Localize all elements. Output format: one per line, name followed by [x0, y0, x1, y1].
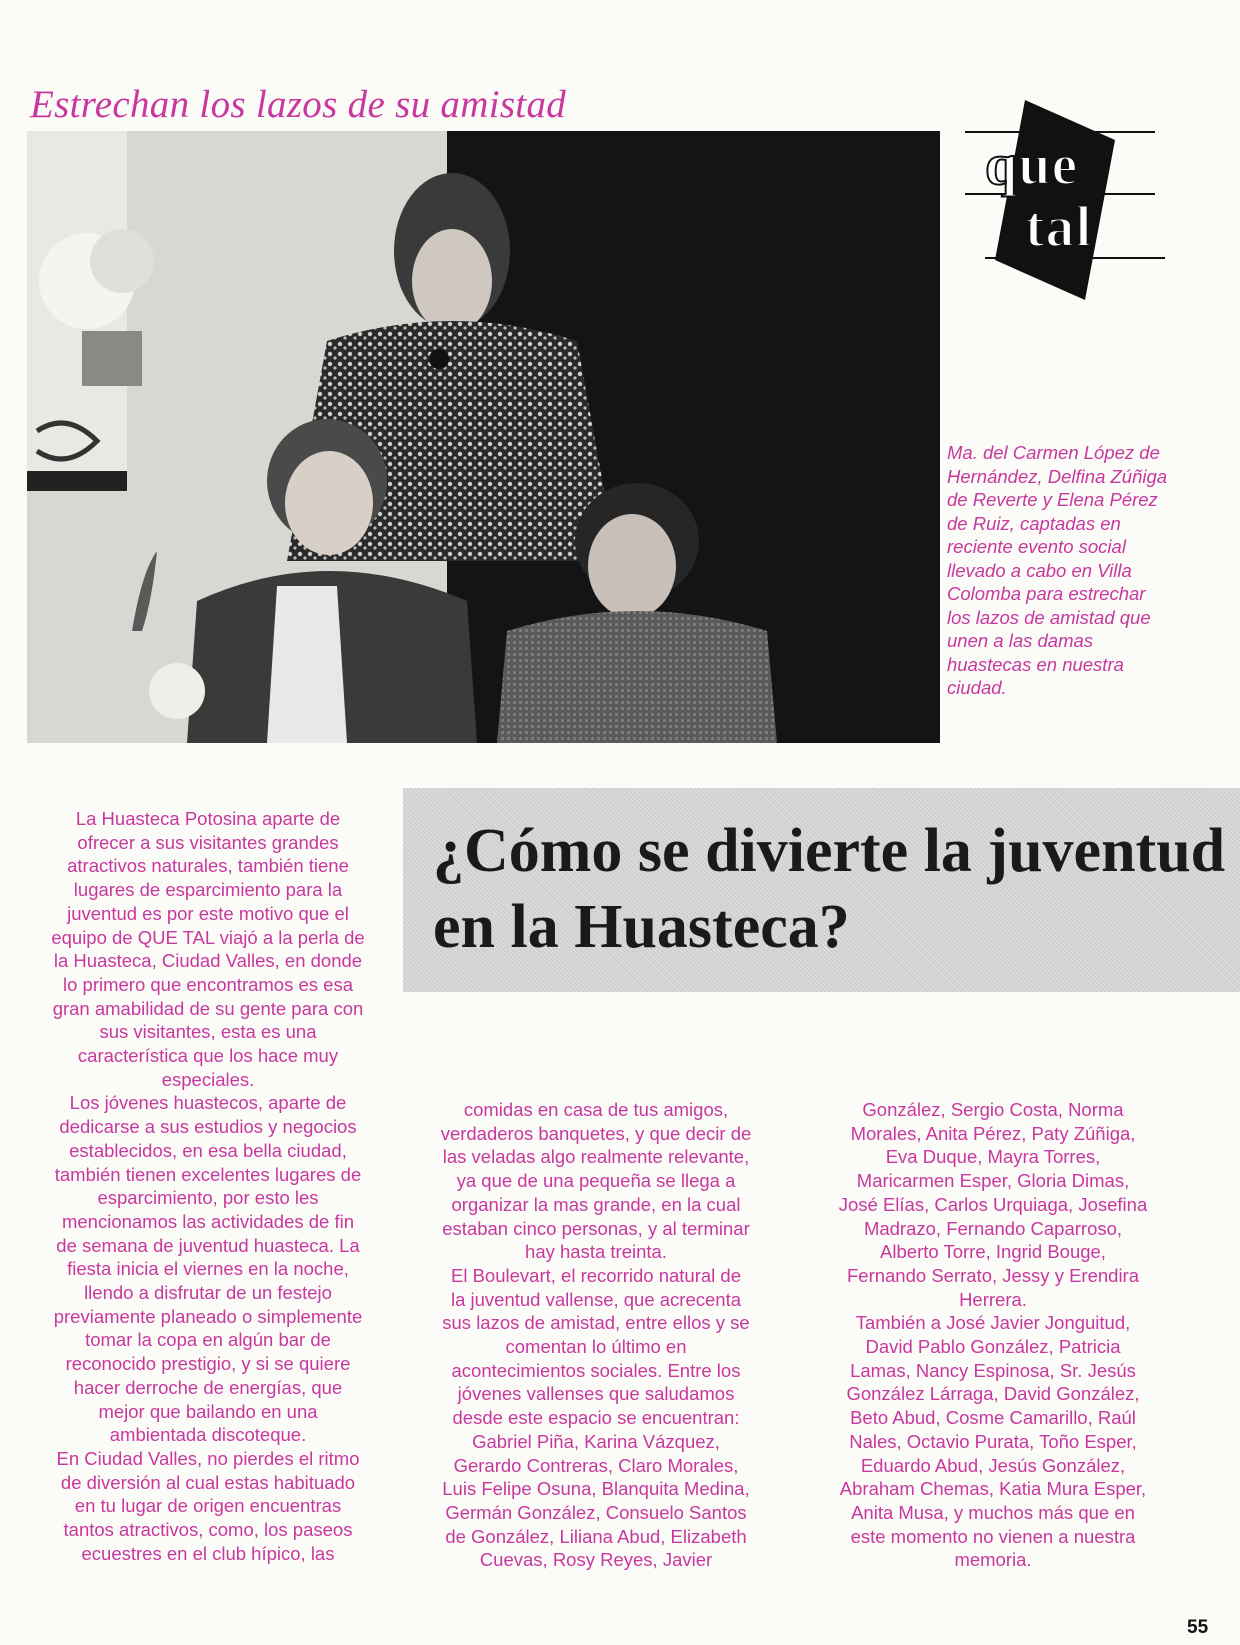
page-number: 55 — [1187, 1617, 1209, 1638]
article-kicker: Estrechan los lazos de su amistad — [30, 83, 567, 126]
article-headline: ¿Cómo se divierte la juventud en la Huasteca? — [433, 817, 1226, 961]
body-column-3: González, Sergio Costa, Norma Morales, Anita Pérez, Paty Zúñiga, Eva Duque, Mayra Torres, Maricarmen Esper, Gloria Dimas, José Elías, Carlos Urquiaga, Josefina Madrazo, Fernando Caparroso, Alberto Torre, Ingrid Bouge, Fernando Serrato, Jessy y Erendira Herrera. También a José Javier Jonguitud, David Pablo González, Patricia Lamas, Nancy Espinosa, Sr. Jesús González Lárraga, David González, Beto Abud, Cosme Camarillo, Raúl Nales, Octavio Purata, Toño Esper, Eduardo Abud, Jesús González, Abraham Chemas, Katia Mura Esper, Anita Musa, y muchos más que en este momento no vienen a nuestra memoria. — [838, 1099, 1148, 1571]
body-column-2: comidas en casa de tus amigos, verdaderos banquetes, y que decir de las veladas algo realmente relevante, ya que de una pequeña se llega a organizar la mas grande, en la cual estaban cinco personas, y al terminar hay hasta treinta. El Boulevart, el recorrido natural de la juventud vallense, que acrecenta sus lazos de amistad, entre ellos y se comentan lo último en acontecimientos sociales. Entre los jóvenes vallenses que saludamos desde este espacio se encuentran: Gabriel Piña, Karina Vázquez, Gerardo Contreras, Claro Morales, Luis Felipe Osuna, Blanquita Medina, Germán González, Consuelo Santos de González, Liliana Abud, Elizabeth Cuevas, Rosy Reyes, Javier — [440, 1099, 752, 1571]
photo-caption: Ma. del Carmen López de Hernández, Delfina Zúñiga de Reverte y Elena Pérez de Ruiz, captadas en reciente evento social llevado a cabo en Villa Colomba para estrechar los lazos de amistad que unen a las damas huastecas en nuestra ciudad. — [947, 442, 1168, 698]
event-photo — [27, 131, 940, 743]
logo-word-que: que — [985, 132, 1079, 197]
que-tal-logo — [955, 100, 1185, 300]
body-column-1: La Huasteca Potosina aparte de ofrecer a sus visitantes grandes atractivos naturales, también tiene lugares de esparcimiento para la juventud es por este motivo que el equipo de QUE TAL viajó a la perla de la Huasteca, Ciudad Valles, en donde lo primero que encontramos es esa gran amabilidad de su gente para con sus visitantes, esta es una característica que los hace muy especiales. Los jóvenes huastecos, aparte de dedicarse a sus estudios y negocios establecidos, en esa bella ciudad, también tienen excelentes lugares de esparcimiento, por esto les mencionamos las actividades de fin de semana de juventud huasteca. La fiesta inicia el viernes en la noche, llendo a disfrutar de un festejo previamente planeado o simplemente tomar la copa en algún bar de reconocido prestigio, y si se quiere hacer derroche de energías, que mejor que bailando en una ambientada discoteque. En Ciudad Valles, no pierdes el ritmo de diversión al cual estas habituado en tu lugar de origen encuentras tantos atractivos, como, los paseos ecuestres en el club hípico, las — [51, 808, 365, 1564]
headline-box — [403, 788, 1240, 992]
logo-word-tal: tal — [1025, 194, 1093, 259]
